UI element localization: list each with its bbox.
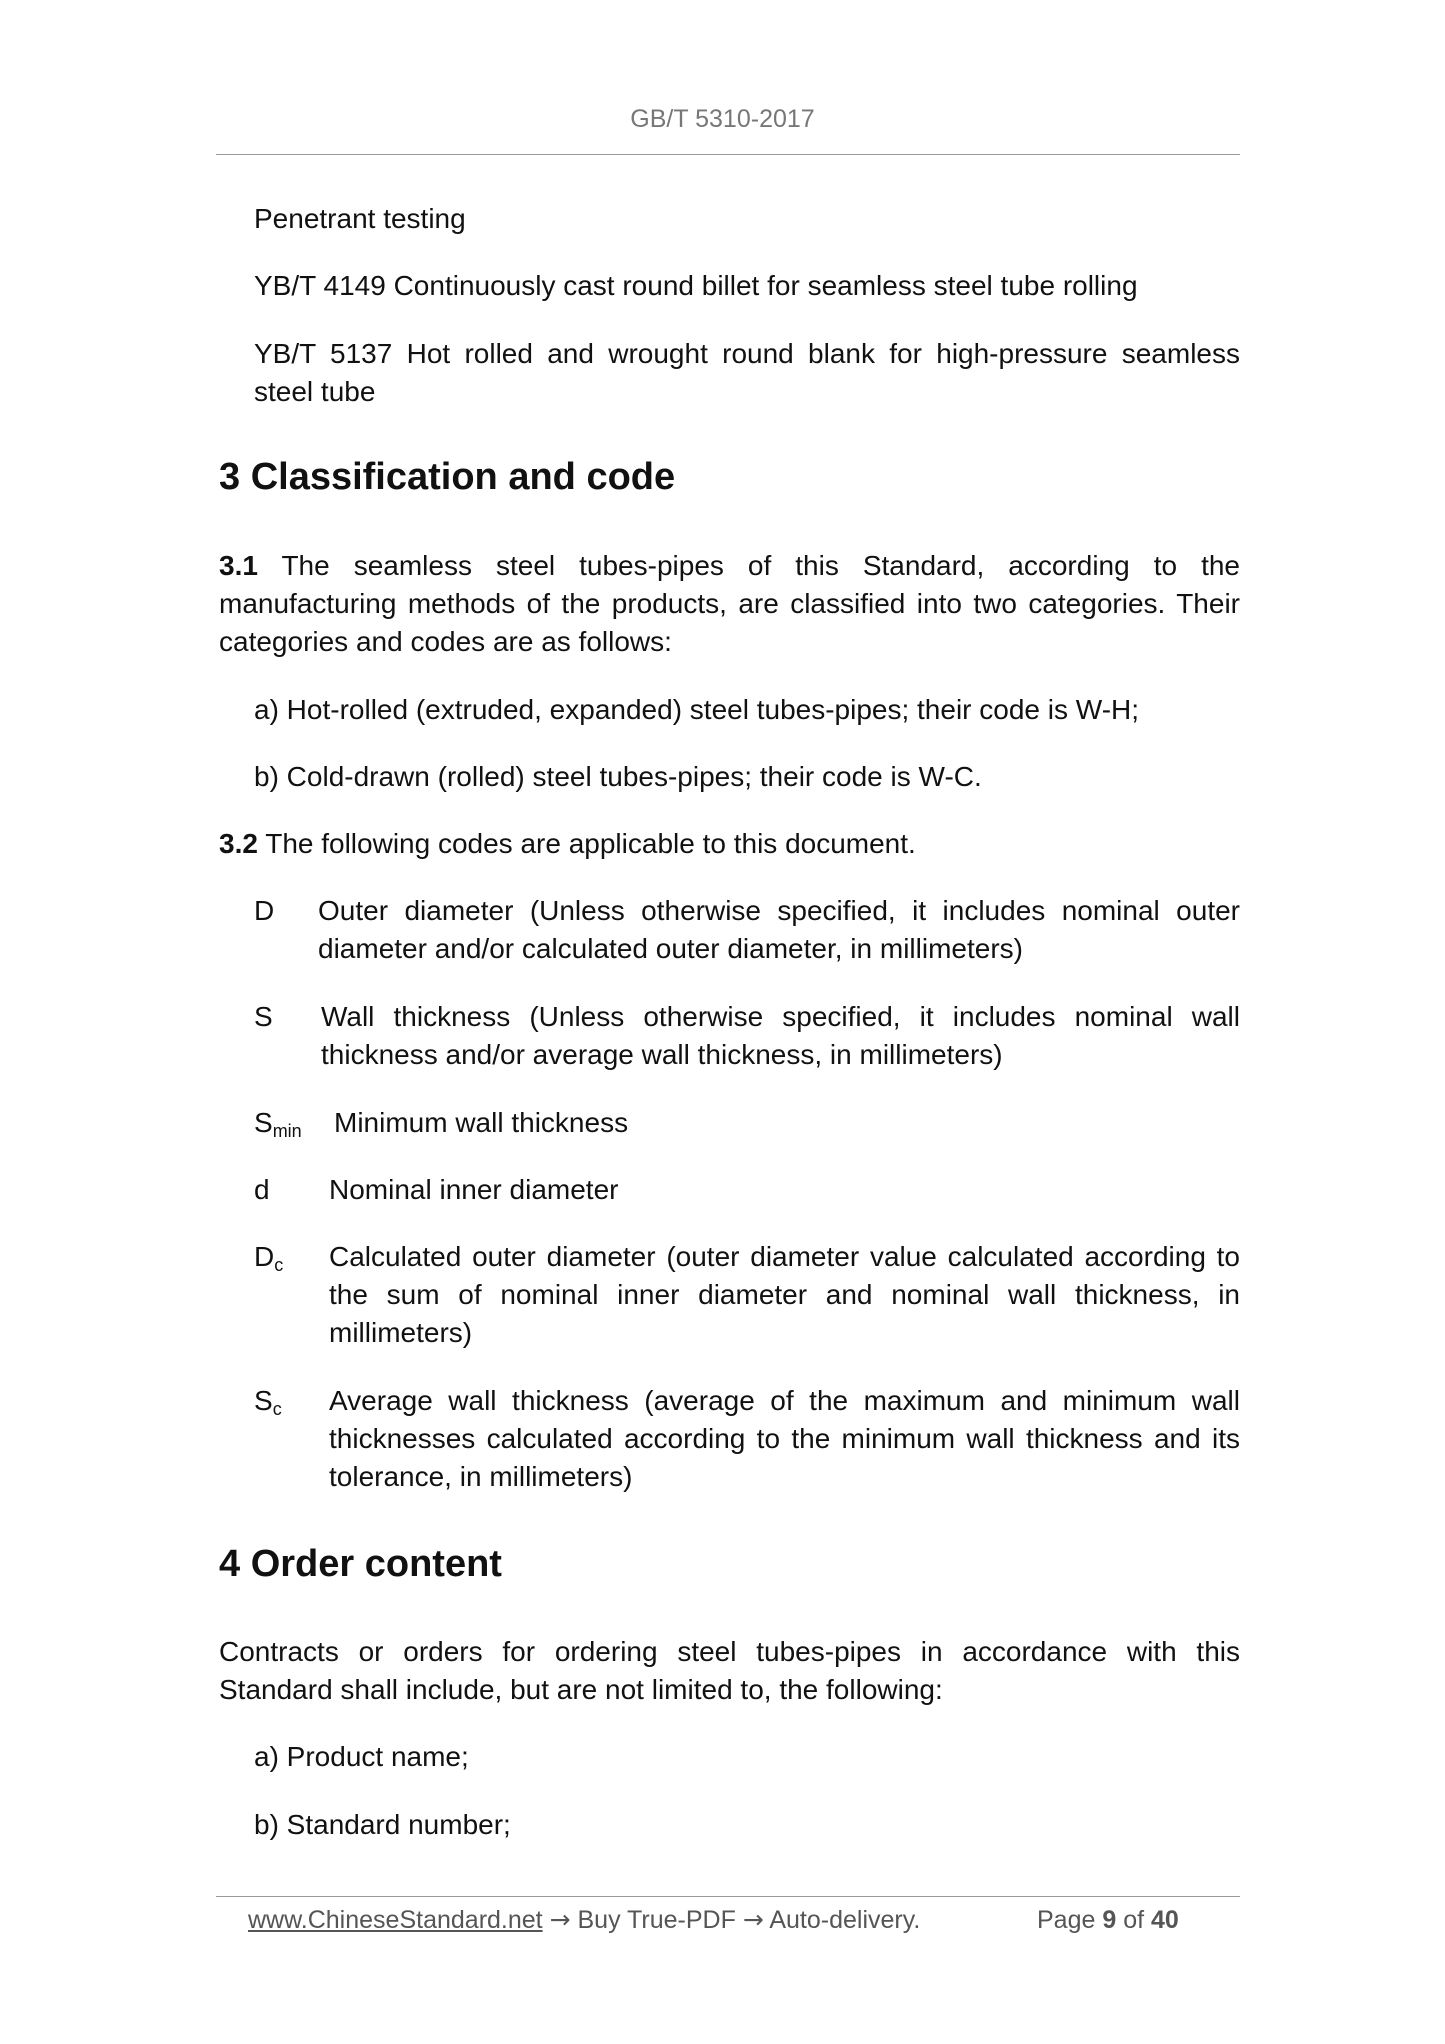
list-item-cold-drawn: b) Cold-drawn (rolled) steel tubes-pipes; their code is W-C. bbox=[254, 761, 982, 792]
clause-3-2-text: The following codes are applicable to this document. bbox=[257, 828, 916, 859]
clause-3-1-text: The seamless steel tubes-pipes of this Standard, according to the manufacturing methods of the products, are classified into two categories. Their categories and codes are as follows: bbox=[219, 550, 1240, 657]
code-definition-D: Outer diameter (Unless otherwise specified, it includes nominal outer diameter and/or calculated outer diameter, in millimeters) bbox=[318, 895, 1240, 964]
footer-promo bbox=[248, 1903, 920, 1937]
code-definition-Smin: Minimum wall thickness bbox=[334, 1107, 629, 1138]
section-4-intro: Contracts or orders for ordering steel tubes-pipes in accordance with this Standard shall include, but are not limited to, the following: bbox=[219, 1636, 1240, 1705]
code-symbol-Smin-subscript: min bbox=[272, 1121, 302, 1141]
code-symbol-Dc-base: D bbox=[254, 1241, 275, 1272]
code-symbol-Dc bbox=[254, 1238, 283, 1279]
order-item-standard-number: b) Standard number; bbox=[254, 1809, 511, 1840]
list-item-hot-rolled: a) Hot-rolled (extruded, expanded) steel tubes-pipes; their code is W-H; bbox=[254, 694, 1140, 725]
code-symbol-d: d bbox=[254, 1174, 270, 1205]
clause-3-1-number: 3.1 bbox=[219, 550, 258, 581]
clause-3-2 bbox=[219, 825, 1240, 863]
page-total: 40 bbox=[1151, 1906, 1179, 1934]
code-symbol-D: D bbox=[254, 895, 275, 926]
code-symbol-Smin-base: S bbox=[254, 1107, 273, 1138]
ref-ybt-4149: YB/T 4149 Continuously cast round billet for seamless steel tube rolling bbox=[254, 270, 1138, 301]
code-symbol-Sc-base: S bbox=[254, 1385, 273, 1416]
section-3-heading: 3 Classification and code bbox=[219, 456, 676, 498]
page-label: Page bbox=[1037, 1906, 1096, 1934]
footer-delivery-text: Auto-delivery. bbox=[769, 1906, 921, 1934]
code-symbol-Smin bbox=[254, 1104, 302, 1145]
footer-buy-text: Buy True-PDF bbox=[577, 1906, 736, 1934]
code-symbol-Dc-subscript: c bbox=[274, 1255, 284, 1275]
page-header: GB/T 5310-2017 bbox=[630, 105, 815, 133]
arrow-right-icon: → bbox=[549, 1905, 571, 1934]
section-4-heading: 4 Order content bbox=[219, 1543, 502, 1585]
clause-3-2-number: 3.2 bbox=[219, 828, 258, 859]
ref-ybt-5137: YB/T 5137 Hot rolled and wrought round blank for high-pressure seamless steel tube bbox=[254, 338, 1240, 407]
footer-rule bbox=[216, 1896, 1240, 1897]
ref-penetrant-testing: Penetrant testing bbox=[254, 203, 466, 234]
order-item-product-name: a) Product name; bbox=[254, 1741, 469, 1772]
header-rule bbox=[216, 154, 1240, 155]
page-of-label: of bbox=[1123, 1906, 1145, 1934]
code-definition-S: Wall thickness (Unless otherwise specified, it includes nominal wall thickness and/or average wall thickness, in millimeters) bbox=[321, 1001, 1240, 1070]
code-definition-Dc: Calculated outer diameter (outer diameter value calculated according to the sum of nominal inner diameter and nominal wall thickness, in millimeters) bbox=[329, 1241, 1240, 1348]
footer-page-indicator bbox=[1037, 1903, 1179, 1937]
code-definition-d: Nominal inner diameter bbox=[329, 1174, 619, 1205]
code-symbol-Sc bbox=[254, 1382, 282, 1423]
arrow-right-icon: → bbox=[742, 1905, 764, 1934]
footer-website-link[interactable]: www.ChineseStandard.net bbox=[248, 1906, 543, 1934]
clause-3-1 bbox=[219, 547, 1240, 661]
code-symbol-S: S bbox=[254, 1001, 273, 1032]
page-number: 9 bbox=[1102, 1906, 1117, 1934]
code-definition-Sc: Average wall thickness (average of the maximum and minimum wall thicknesses calculated according to the minimum wall thickness and its tolerance, in millimeters) bbox=[329, 1385, 1240, 1492]
code-symbol-Sc-subscript: c bbox=[272, 1399, 282, 1419]
